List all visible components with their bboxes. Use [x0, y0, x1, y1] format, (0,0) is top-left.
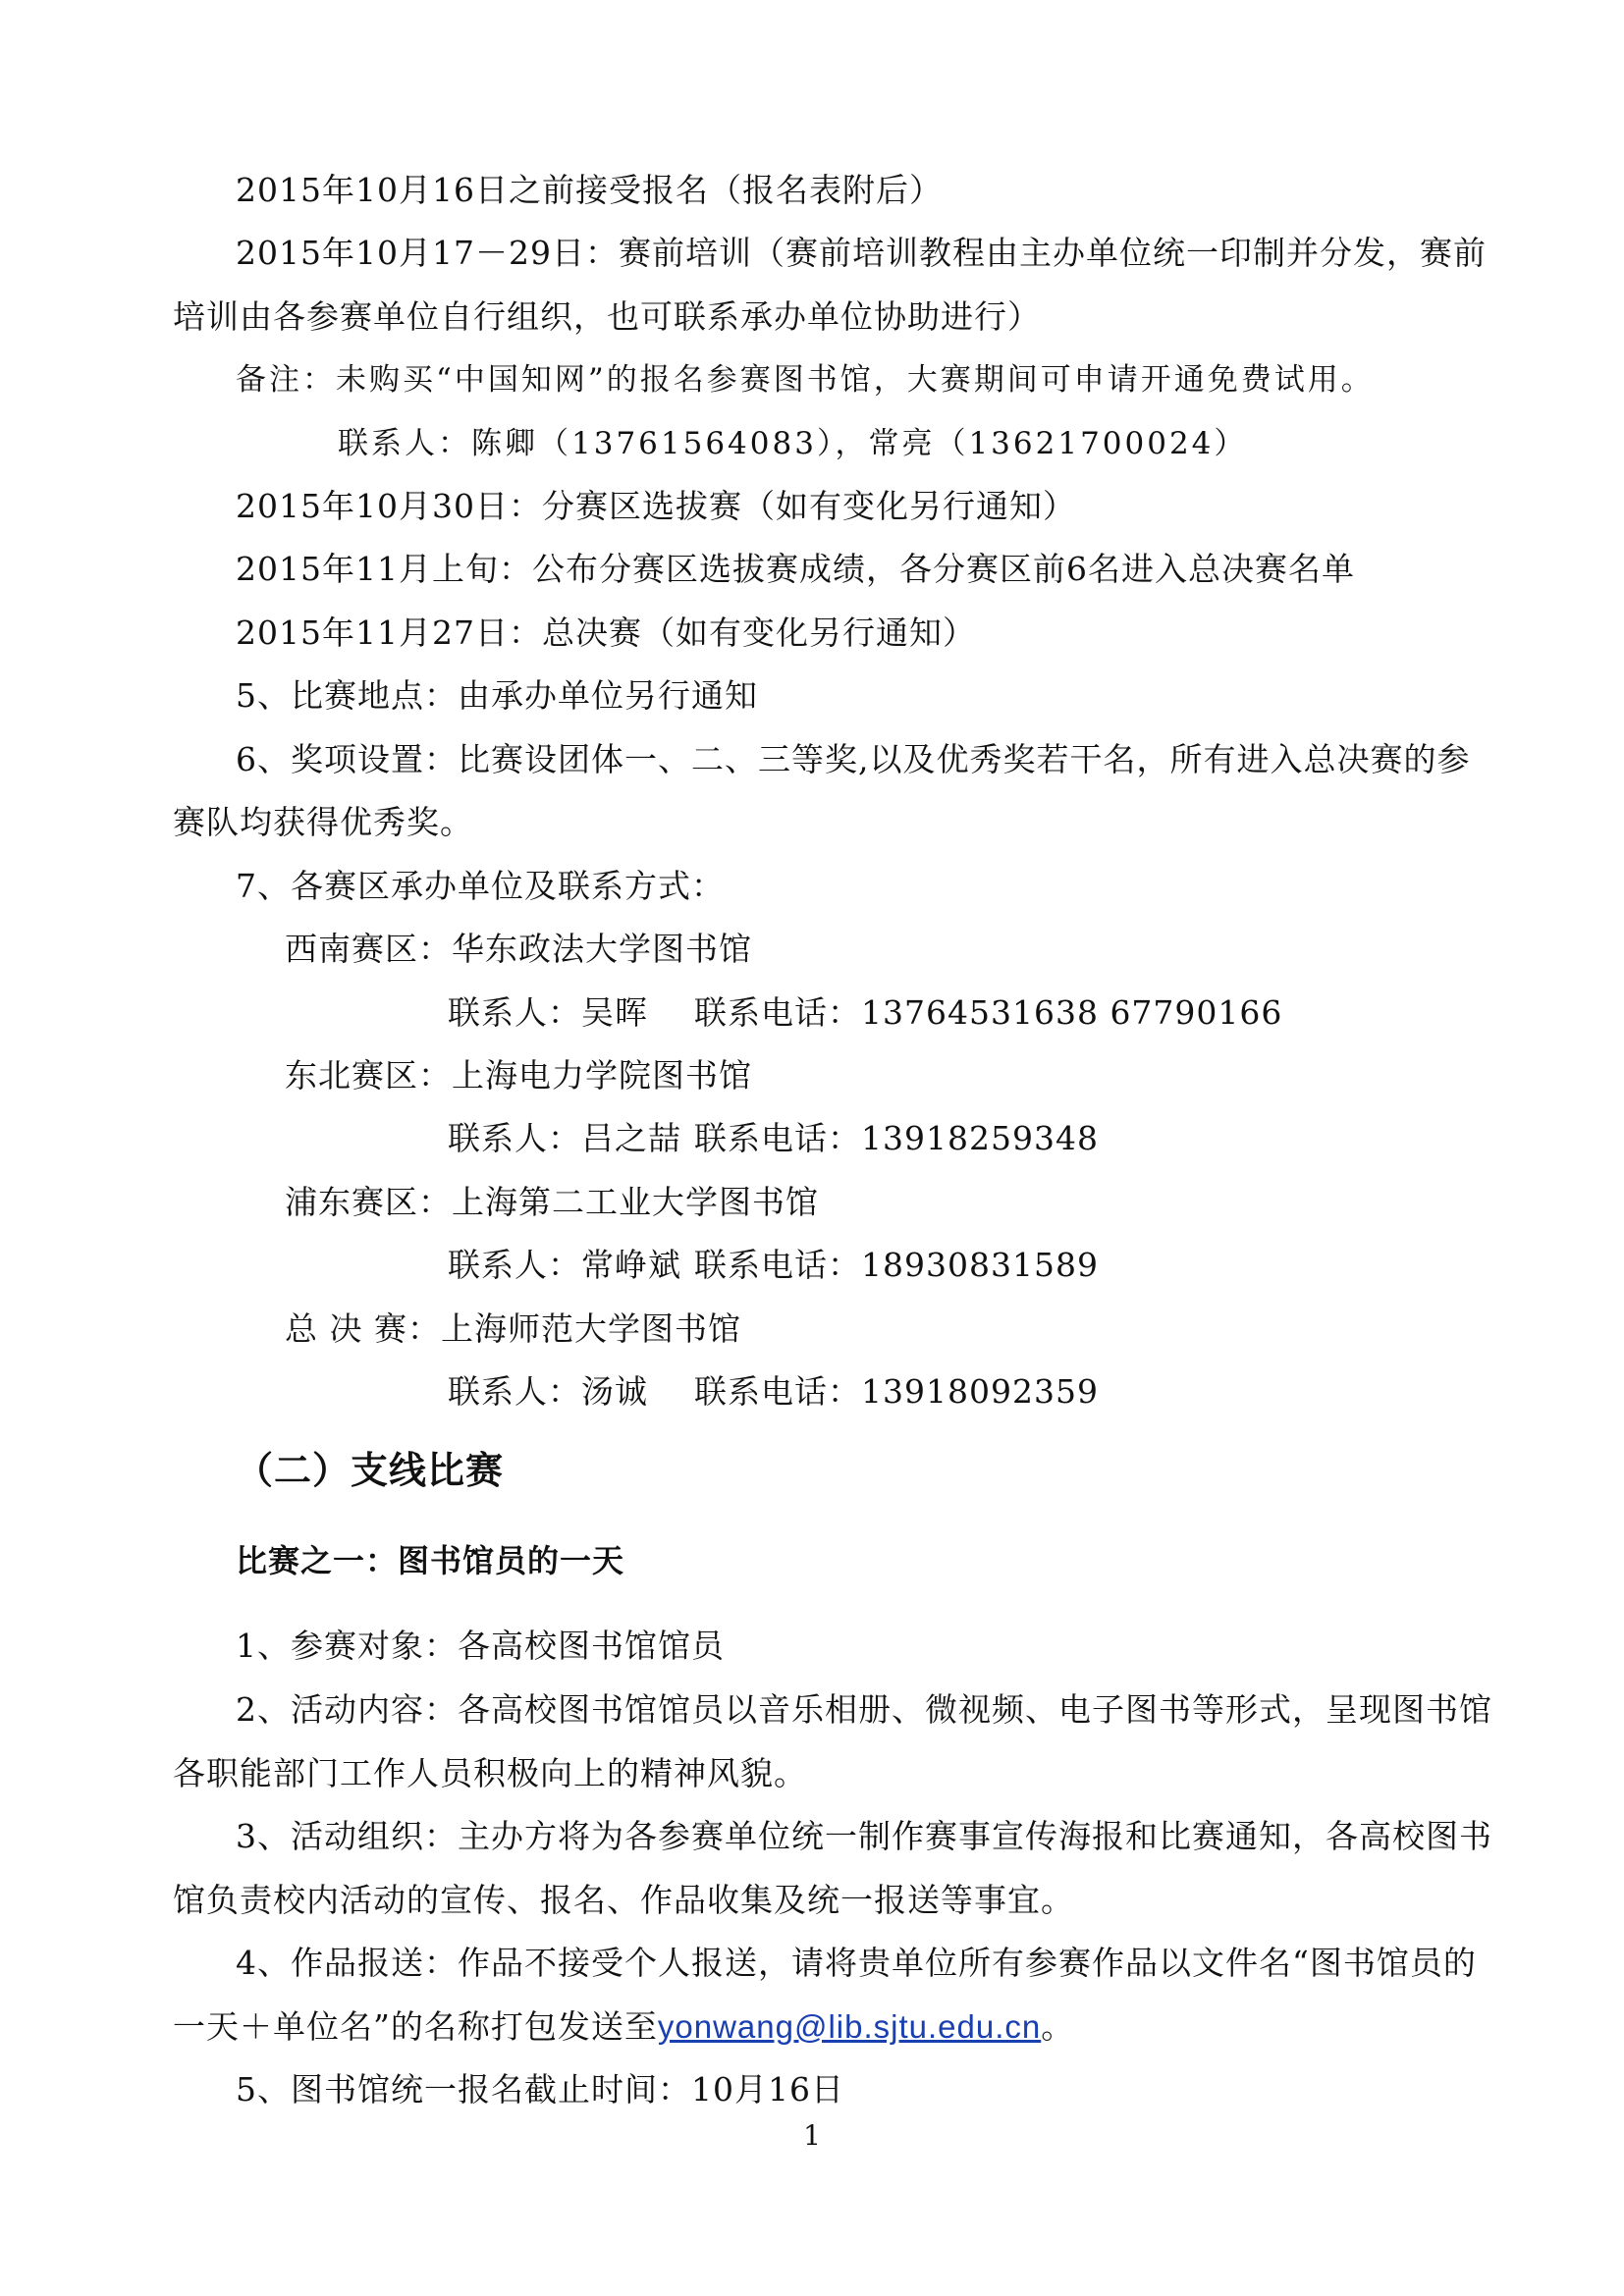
region-northeast: 东北赛区：上海电力学院图书馆	[285, 1056, 752, 1095]
section-heading: （二）支线比赛	[236, 1449, 505, 1492]
schedule-note: 备注：未购买“中国知网”的报名参赛图书馆，大赛期间可申请开通免费试用。	[236, 362, 1375, 398]
contact-person: 联系人：汤诚	[448, 1372, 648, 1411]
item-content: 2、活动内容：各高校图书馆馆员以音乐相册、微视频、电子图书等形式，呈现图书馆	[236, 1690, 1492, 1729]
submission-text: 一天＋单位名”的名称打包发送至	[173, 2007, 658, 2046]
organizers-title: 7、各赛区承办单位及联系方式：	[236, 867, 725, 905]
email-link[interactable]: yonwang@lib.sjtu.edu.cn	[657, 2008, 1042, 2045]
region-pudong: 浦东赛区：上海第二工业大学图书馆	[285, 1183, 819, 1221]
item-submission: 4、作品报送：作品不接受个人报送，请将贵单位所有参赛作品以文件名“图书馆员的	[236, 1944, 1477, 1982]
region-final: 总 决 赛：上海师范大学图书馆	[285, 1309, 741, 1348]
schedule-training: 2015年10月17－29日：赛前培训（赛前培训教程由主办单位统一印制并分发，赛前	[236, 234, 1487, 272]
schedule-registration: 2015年10月16日之前接受报名（报名表附后）	[236, 171, 943, 209]
submission-end: 。	[1041, 2007, 1075, 2046]
awards-line-cont: 赛队均获得优秀奖。	[173, 803, 473, 841]
contact-person: 联系人：吴晖	[448, 993, 648, 1032]
contact-phone: 联系电话：13918092359	[694, 1372, 1099, 1411]
schedule-selection: 2015年10月30日：分赛区选拔赛（如有变化另行通知）	[236, 487, 1076, 525]
contact-phone: 联系电话：18930831589	[694, 1246, 1099, 1284]
schedule-final: 2015年11月27日：总决赛（如有变化另行通知）	[236, 614, 976, 652]
schedule-contacts: 联系人：陈卿（13761564083），常亮（13621700024）	[338, 426, 1248, 461]
page-number: 1	[803, 2119, 821, 2152]
contact-person: 联系人：吕之喆	[448, 1119, 681, 1157]
item-content-cont: 各职能部门工作人员积极向上的精神风貌。	[173, 1754, 807, 1792]
competition-location: 5、比赛地点：由承办单位另行通知	[236, 676, 758, 715]
item-deadline: 5、图书馆统一报名截止时间：10月16日	[236, 2070, 844, 2109]
contact-person: 联系人：常峥斌	[448, 1246, 681, 1284]
item-participants: 1、参赛对象：各高校图书馆馆员	[236, 1627, 725, 1665]
contact-phone: 联系电话：13918259348	[694, 1119, 1099, 1157]
awards-line: 6、奖项设置：比赛设团体一、二、三等奖,以及优秀奖若干名，所有进入总决赛的参	[236, 740, 1471, 778]
schedule-training-cont: 培训由各参赛单位自行组织，也可联系承办单位协助进行）	[173, 297, 1041, 336]
sub-heading: 比赛之一：图书馆员的一天	[236, 1542, 625, 1579]
region-southwest: 西南赛区：华东政法大学图书馆	[285, 930, 752, 968]
schedule-results: 2015年11月上旬：公布分赛区选拔赛成绩，各分赛区前6名进入总决赛名单	[236, 550, 1355, 588]
item-submission-cont	[173, 2005, 1074, 2049]
item-organization-cont: 馆负责校内活动的宣传、报名、作品收集及统一报送等事宜。	[173, 1881, 1074, 1919]
contact-phone: 联系电话：13764531638 67790166	[694, 993, 1283, 1032]
item-organization: 3、活动组织：主办方将为各参赛单位统一制作赛事宣传海报和比赛通知，各高校图书	[236, 1817, 1492, 1855]
